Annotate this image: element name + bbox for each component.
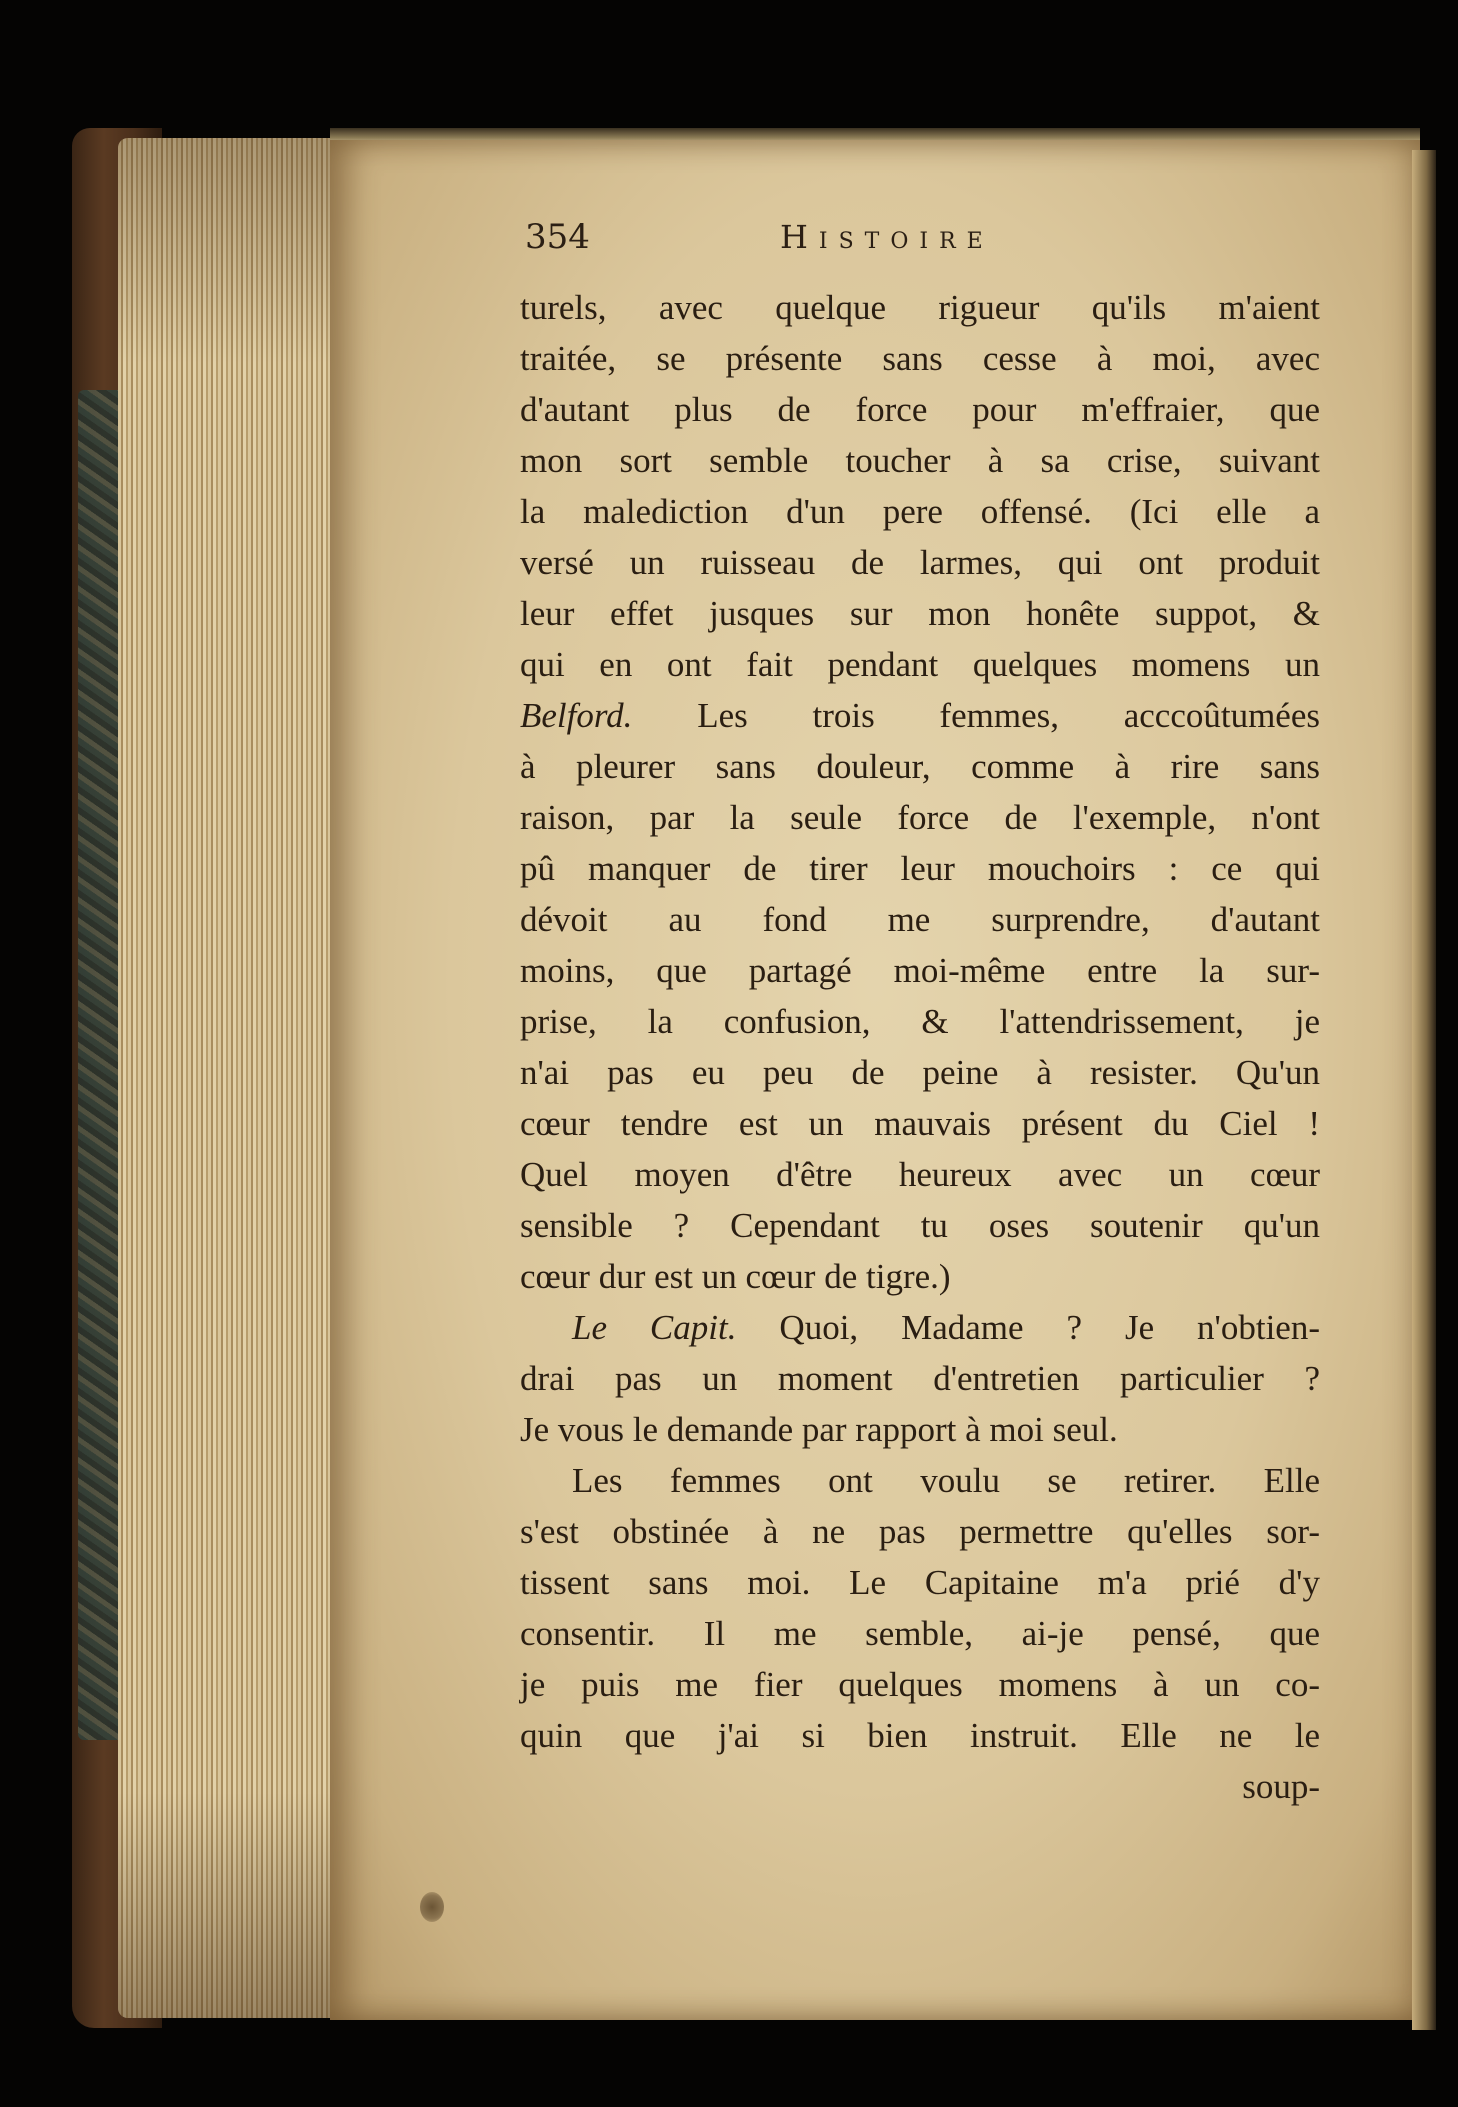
text-line: n'ai pas eu peu de peine à resister. Qu'un: [520, 1053, 1320, 1092]
speaker-label: Le Capit.: [572, 1308, 737, 1347]
gutter-edge: [1412, 150, 1436, 2030]
text-line: Les femmes ont voulu se retirer. Elle: [572, 1461, 1320, 1500]
text-line: pû manquer de tirer leur mouchoirs : ce qui: [520, 849, 1320, 888]
text-line: turels, avec quelque rigueur qu'ils m'aient: [520, 288, 1320, 327]
text-line: la malediction d'un pere offensé. (Ici elle a: [520, 492, 1320, 531]
text-fragment: Quoi, Madame ? Je n'obtien-: [779, 1308, 1320, 1347]
text-line: qui en ont fait pendant quelques momens un: [520, 645, 1320, 684]
text-line: raison, par la seule force de l'exemple, n'ont: [520, 798, 1320, 837]
text-line: drai pas un moment d'entretien particulier ?: [520, 1359, 1320, 1398]
text-line: moins, que partagé moi-même entre la sur-: [520, 951, 1320, 990]
text-line: leur effet jusques sur mon honête suppot, &: [520, 594, 1320, 633]
text-line: à pleurer sans douleur, comme à rire sans: [520, 747, 1320, 786]
text-line: d'autant plus de force pour m'effraier, que: [520, 390, 1320, 429]
italic-name-belford: Belford.: [520, 696, 633, 735]
text-line: s'est obstinée à ne pas permettre qu'elles sor-: [520, 1512, 1320, 1551]
text-line: quin que j'ai si bien instruit. Elle ne le: [520, 1716, 1320, 1755]
paper-stain: [420, 1892, 444, 1922]
text-fragment: Les trois femmes, acccoûtumées: [697, 696, 1320, 735]
page-text: [520, 282, 1320, 1812]
text-line: traitée, se présente sans cesse à moi, avec: [520, 339, 1320, 378]
running-head: Histoire: [780, 218, 994, 256]
text-line: mon sort semble toucher à sa crise, suivant: [520, 441, 1320, 480]
text-line: sensible ? Cependant tu oses soutenir qu'un: [520, 1206, 1320, 1245]
text-line: consentir. Il me semble, ai-je pensé, que: [520, 1614, 1320, 1653]
text-line: Je vous le demande par rapport à moi seul.: [520, 1410, 1118, 1449]
text-line: versé un ruisseau de larmes, qui ont produit: [520, 543, 1320, 582]
text-line: prise, la confusion, & l'attendrissement, je: [520, 1002, 1320, 1041]
text-line: cœur dur est un cœur de tigre.): [520, 1257, 951, 1296]
text-line: Quel moyen d'être heureux avec un cœur: [520, 1155, 1320, 1194]
page-number: 354: [525, 217, 590, 257]
catchword: soup-: [1242, 1767, 1320, 1806]
text-line: je puis me fier quelques momens à un co-: [520, 1665, 1320, 1704]
text-line: dévoit au fond me surprendre, d'autant: [520, 900, 1320, 939]
page-edges-shade: [118, 138, 343, 2018]
text-line: [520, 1302, 1320, 1353]
text-line: tissent sans moi. Le Capitaine m'a prié d'y: [520, 1563, 1320, 1602]
text-line: cœur tendre est un mauvais présent du Ciel !: [520, 1104, 1320, 1143]
page-header: [525, 212, 1335, 262]
text-line: [520, 690, 1320, 741]
